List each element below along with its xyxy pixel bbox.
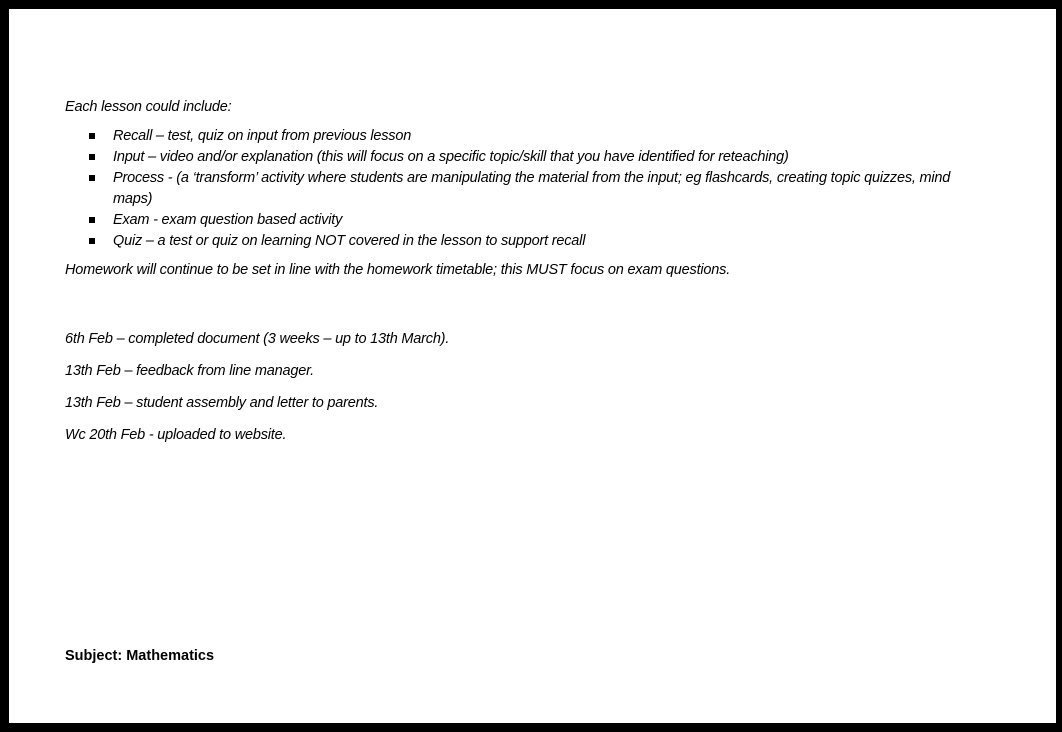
timeline-section: [65, 329, 449, 457]
list-item: [65, 126, 985, 147]
list-item-text: Process - (a ‘transform’ activity where students are manipulating the material from the input; eg flashcards, creating topic quizzes, mind maps): [113, 170, 951, 207]
subject-heading: Subject: Mathematics: [65, 648, 215, 664]
timeline-entry: Wc 20th Feb - uploaded to website.: [65, 427, 287, 443]
lesson-component-list: [65, 126, 985, 252]
intro-text: Each lesson could include:: [65, 99, 232, 115]
list-item-text: Exam - exam question based activity: [113, 212, 343, 228]
homework-text: Homework will continue to be set in line with the homework timetable; this MUST focus on exam questions.: [65, 262, 731, 278]
list-item-text: Input – video and/or explanation (this will focus on a specific topic/skill that you have identified for reteaching): [113, 149, 789, 165]
square-bullet-icon: [89, 217, 95, 223]
square-bullet-icon: [89, 133, 95, 139]
lesson-structure-section: [65, 97, 985, 280]
square-bullet-icon: [89, 238, 95, 244]
list-item-text: Recall – test, quiz on input from previous lesson: [113, 128, 412, 144]
list-item: [65, 210, 985, 231]
timeline-entry: 6th Feb – completed document (3 weeks – up to 13th March).: [65, 331, 450, 347]
square-bullet-icon: [89, 154, 95, 160]
square-bullet-icon: [89, 175, 95, 181]
list-item: [65, 147, 985, 168]
timeline-entry: 13th Feb – feedback from line manager.: [65, 363, 314, 379]
list-item: [65, 231, 985, 252]
list-item: [65, 168, 985, 210]
list-item-text: Quiz – a test or quiz on learning NOT covered in the lesson to support recall: [113, 233, 586, 249]
timeline-entry: 13th Feb – student assembly and letter to parents.: [65, 395, 379, 411]
